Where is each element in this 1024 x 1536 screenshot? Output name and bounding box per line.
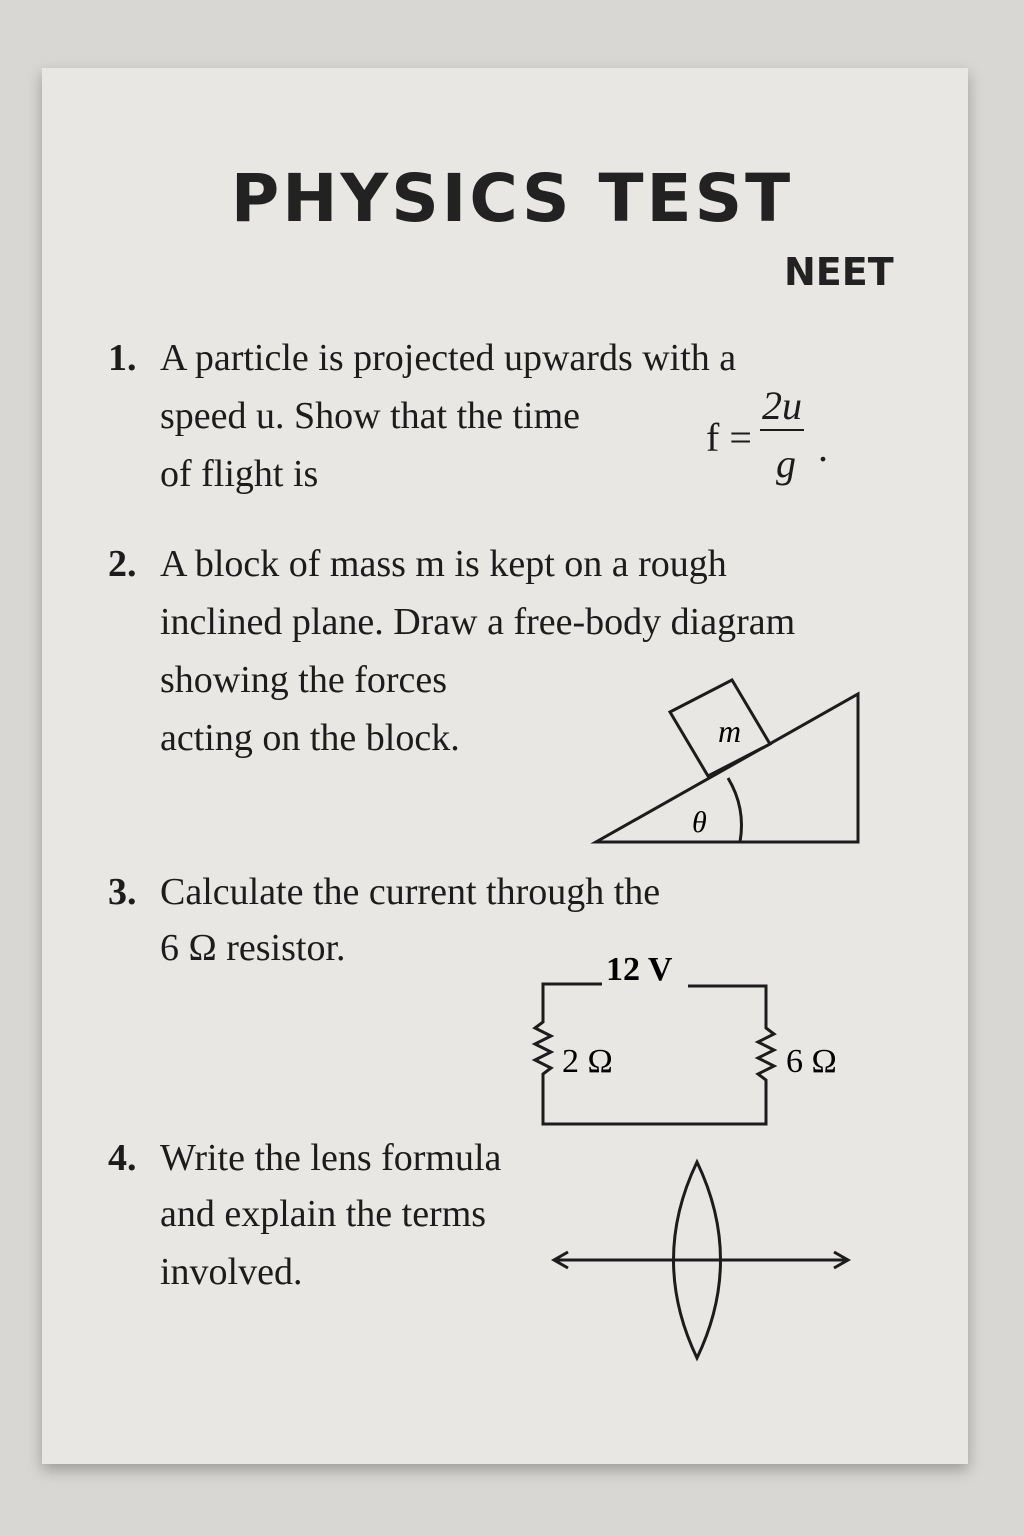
- question-1-line: speed u. Show that the time: [160, 395, 581, 437]
- lens-diagram: [554, 1162, 848, 1358]
- question-1-line: of flight is: [160, 453, 319, 495]
- question-1-number: 1.: [108, 337, 137, 379]
- resistor-6-label: 6 Ω: [786, 1043, 837, 1080]
- exam-subtitle: NEET: [784, 250, 894, 294]
- question-2-line: showing the forces: [160, 659, 448, 701]
- angle-arc: [728, 778, 742, 842]
- question-2-line: inclined plane. Draw a free-body diagram: [160, 601, 796, 643]
- question-4-number: 4.: [108, 1137, 137, 1179]
- inclined-plane-diagram: [596, 680, 858, 842]
- question-2-line: A block of mass m is kept on a rough: [160, 543, 727, 585]
- question-1-line: A particle is projected upwards with a: [160, 337, 737, 379]
- voltage-label: 12 V: [606, 951, 673, 988]
- question-4-line: and explain the terms: [160, 1193, 487, 1235]
- formula-period: .: [818, 425, 828, 470]
- formula-lhs: f =: [706, 415, 752, 460]
- question-4-line: involved.: [160, 1251, 303, 1293]
- question-3-line: Calculate the current through the: [160, 871, 661, 913]
- question-4-line: Write the lens formula: [160, 1137, 502, 1179]
- question-3-line: 6 Ω resistor.: [160, 927, 346, 969]
- formula-denominator: g: [776, 441, 796, 486]
- page-title: PHYSICS TEST: [230, 160, 794, 237]
- resistor-2-label: 2 Ω: [562, 1043, 613, 1080]
- question-2-line: acting on the block.: [160, 717, 460, 759]
- question-3-number: 3.: [108, 871, 137, 913]
- block-label: m: [718, 713, 742, 749]
- formula-numerator: 2u: [760, 382, 804, 431]
- angle-label: θ: [692, 806, 707, 839]
- question-2-number: 2.: [108, 543, 137, 585]
